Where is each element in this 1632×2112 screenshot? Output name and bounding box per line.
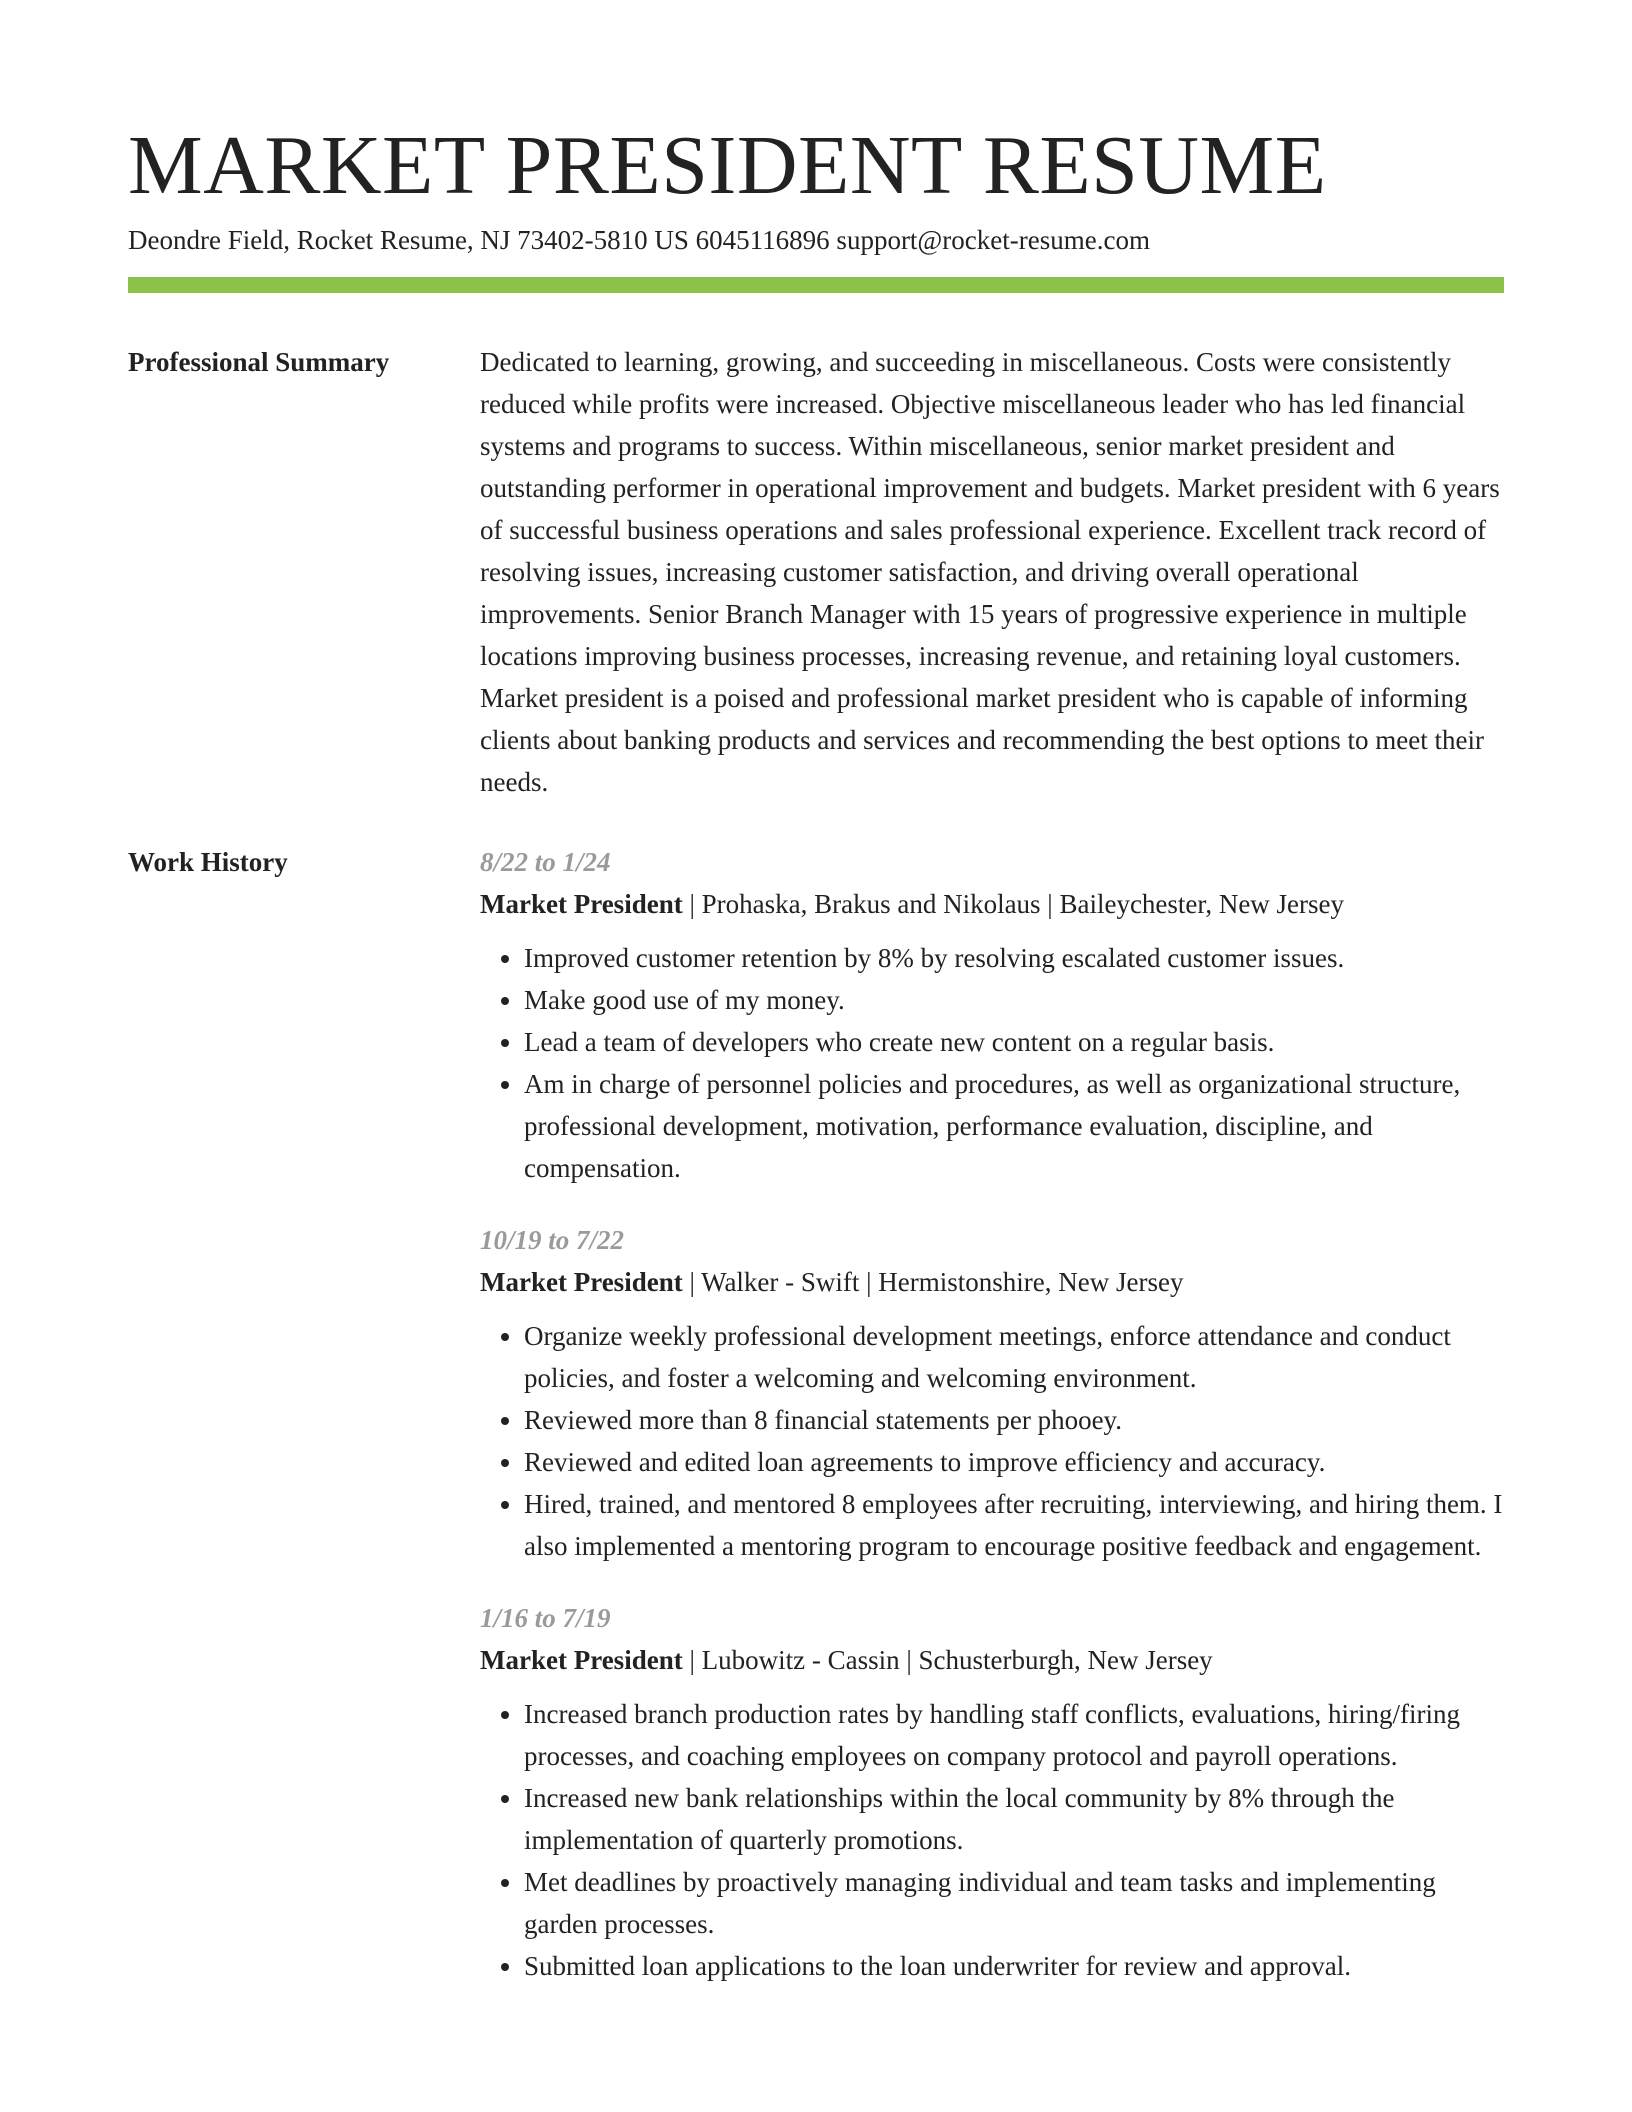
job-details: | Prohaska, Brakus and Nikolaus | Baileychester, New Jersey — [682, 889, 1345, 919]
job-bullet: • Increased new bank relationships within the local community by 8% through the implementation of quarterly promotions. — [524, 1777, 1504, 1861]
work-history-section — [128, 841, 1504, 1987]
job-bullet: • Hired, trained, and mentored 8 employees after recruiting, interviewing, and hiring them. I also implemented a mentoring program to encourage positive feedback and engagement. — [524, 1483, 1504, 1567]
section-body — [480, 841, 1504, 1987]
job-details: | Lubowitz - Cassin | Schusterburgh, New Jersey — [682, 1645, 1213, 1675]
job-bullet: • Met deadlines by proactively managing individual and team tasks and implementing garden processes. — [524, 1861, 1504, 1945]
job-heading — [480, 1639, 1504, 1681]
job-dates: 10/19 to 7/22 — [480, 1225, 625, 1255]
job-bullet: • Am in charge of personnel policies and procedures, as well as organizational structure, professional development, motivation, performance evaluation, discipline, and compensation. — [524, 1063, 1504, 1189]
job-entry — [480, 841, 1504, 1189]
job-bullets — [480, 1693, 1504, 1987]
job-title: Market President — [480, 1645, 683, 1675]
job-entry — [480, 1219, 1504, 1567]
job-bullet: • Reviewed and edited loan agreements to improve efficiency and accuracy. — [524, 1441, 1504, 1483]
section-body — [480, 341, 1504, 803]
job-bullet: • Make good use of my money. — [524, 979, 1504, 1021]
job-title: Market President — [480, 889, 683, 919]
job-bullet: • Lead a team of developers who create new content on a regular basis. — [524, 1021, 1504, 1063]
job-details: | Walker - Swift | Hermistonshire, New Jersey — [682, 1267, 1184, 1297]
summary-text: Dedicated to learning, growing, and succeeding in miscellaneous. Costs were consistently reduced while profits were increased. Objective miscellaneous leader who has led financial systems and programs to success. Within miscellaneous, senior market president and outstanding performer in operational improvement and budgets. Market president with 6 years of successful business operations and sales professional experience. Excellent track record of resolving issues, increasing customer satisfaction, and driving overall operational improvements. Senior Branch Manager with 15 years of progressive experience in multiple locations improving business processes, increasing revenue, and retaining loyal customers. Market president is a poised and professional market president who is capable of informing clients about banking products and services and recommending the best options to meet their needs. — [480, 347, 1500, 797]
professional-summary-section — [128, 341, 1504, 803]
job-dates: 1/16 to 7/19 — [480, 1603, 611, 1633]
job-entry — [480, 1597, 1504, 1987]
job-bullets — [480, 937, 1504, 1189]
job-bullets — [480, 1315, 1504, 1567]
section-label: Work History — [128, 847, 288, 877]
job-heading — [480, 883, 1504, 925]
resume-title: MARKET PRESIDENT RESUME — [128, 119, 1327, 212]
section-label: Professional Summary — [128, 347, 390, 377]
job-bullet: • Organize weekly professional development meetings, enforce attendance and conduct policies, and foster a welcoming and welcoming environment. — [524, 1315, 1504, 1399]
accent-divider — [128, 277, 1504, 293]
job-bullet: • Submitted loan applications to the loan underwriter for review and approval. — [524, 1945, 1504, 1987]
job-bullet: • Increased branch production rates by handling staff conflicts, evaluations, hiring/firing processes, and coaching employees on company protocol and payroll operations. — [524, 1693, 1504, 1777]
job-title: Market President — [480, 1267, 683, 1297]
job-bullet: • Improved customer retention by 8% by resolving escalated customer issues. — [524, 937, 1504, 979]
resume-page — [128, 118, 1504, 1987]
contact-line: Deondre Field, Rocket Resume, NJ 73402-5810 US 6045116896 support@rocket-resume.com — [128, 225, 1150, 255]
job-dates: 8/22 to 1/24 — [480, 847, 611, 877]
job-bullet: • Reviewed more than 8 financial statements per phooey. — [524, 1399, 1504, 1441]
job-heading — [480, 1261, 1504, 1303]
